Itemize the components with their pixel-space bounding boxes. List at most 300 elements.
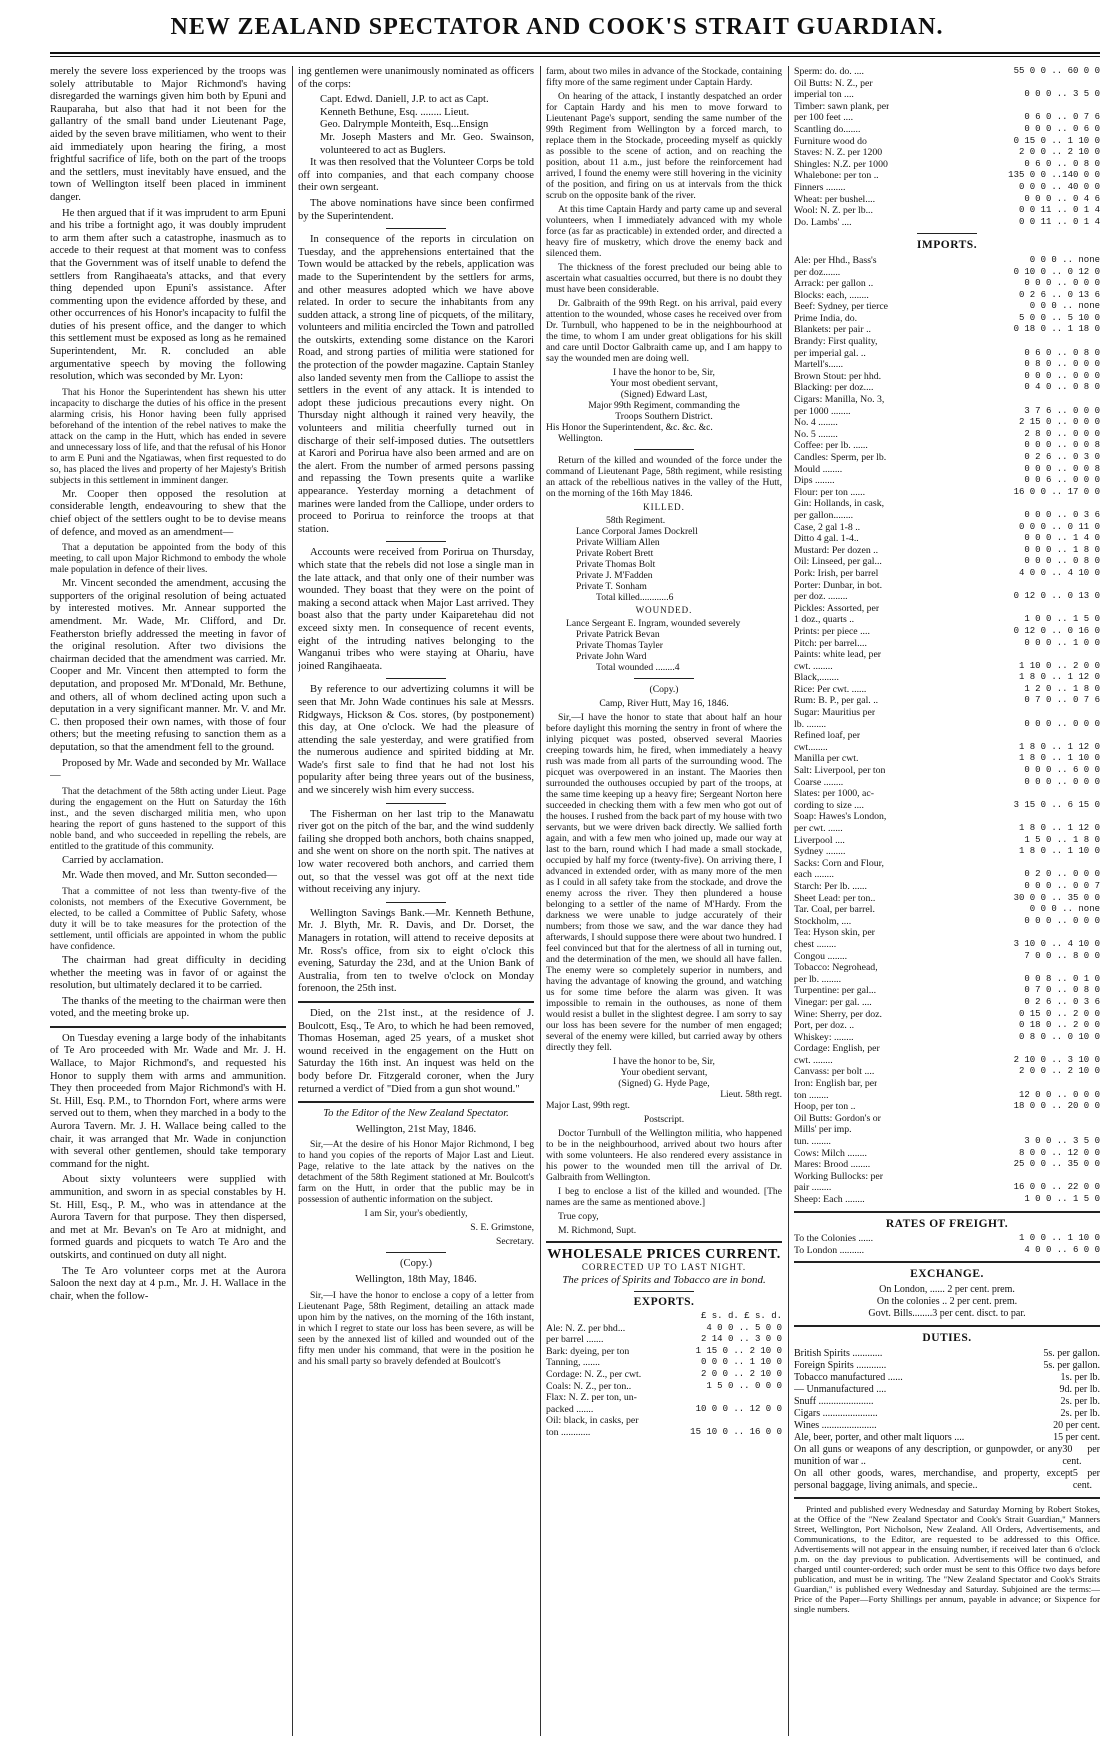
letter-close: I am Sir, your's obediently, bbox=[364, 1208, 468, 1220]
table-row bbox=[794, 101, 1100, 113]
table-row bbox=[794, 974, 1100, 986]
table-row bbox=[794, 835, 1100, 847]
column-4 bbox=[794, 66, 1100, 1736]
table-row bbox=[794, 545, 1100, 557]
table-row bbox=[794, 406, 1100, 418]
price-item: Arrack: per gallon .. bbox=[794, 278, 874, 290]
price-item: Pork: Irish, per barrel bbox=[794, 567, 879, 579]
price-item: chest ........ bbox=[794, 938, 837, 950]
price-item: per 1000 ........ bbox=[794, 405, 851, 417]
exchange-item: Govt. Bills........3 per cent. disct. to par. bbox=[868, 1307, 1026, 1319]
paragraph: The chairman had great difficulty in deciding whether the meeting was in favor of or against the resolution, but ultimately declared it to be carried. bbox=[50, 954, 286, 992]
table-row bbox=[794, 742, 1100, 754]
price-value: 0 18 0 .. 2 0 0 bbox=[1018, 1020, 1100, 1031]
prices-note: The prices of Spirits and Tobacco are in bond. bbox=[562, 1274, 766, 1286]
price-item: Rum: B. P., per gal. .. bbox=[794, 695, 879, 707]
price-item: Working Bullocks: per bbox=[794, 1170, 884, 1182]
price-item: each ........ bbox=[794, 869, 834, 881]
table-row bbox=[794, 811, 1100, 823]
price-value: 0 0 11 .. 0 1 4 bbox=[1018, 216, 1100, 227]
exchange-item: On the colonies .. 2 per cent. prem. bbox=[876, 1295, 1018, 1307]
price-item: Staves: N. Z. per 1200 bbox=[794, 147, 883, 159]
prices-subtitle: CORRECTED UP TO LAST NIGHT. bbox=[581, 1262, 747, 1272]
table-row bbox=[794, 78, 1100, 90]
list-item: Private J. M'Fadden bbox=[576, 570, 653, 581]
masthead-rule-thin bbox=[50, 56, 1100, 57]
paragraph: ing gentlemen were unanimously nominated as officers of the corps: bbox=[298, 66, 534, 90]
table-row bbox=[794, 1020, 1100, 1032]
paragraph: I beg to enclose a list of the killed and wounded. [The names are the same as mentioned above.] bbox=[546, 1186, 782, 1208]
copy-date: Wellington, 18th May, 1846. bbox=[355, 1273, 477, 1285]
paragraph: The Te Aro volunteer corps met at the Aurora Saloon the next day at 4 p.m., Mr. J. H. Wallace in the chair, when the follow- bbox=[50, 1265, 286, 1302]
price-value bbox=[1096, 649, 1100, 661]
price-value: 1 8 0 .. 1 12 0 bbox=[1018, 741, 1100, 752]
copy-date: Camp, River Hutt, May 16, 1846. bbox=[599, 698, 729, 709]
price-item: — Unmanufactured .... bbox=[794, 1383, 887, 1395]
price-item: per lb. ........ bbox=[794, 973, 842, 985]
price-item: Whalebone: per ton .. bbox=[794, 170, 879, 182]
price-item: Sheet Lead: per ton.. bbox=[794, 892, 876, 904]
table-row bbox=[794, 112, 1100, 124]
column-divider bbox=[788, 66, 789, 1736]
table-row bbox=[794, 1148, 1100, 1160]
price-value: 0 18 0 .. 1 18 0 bbox=[1013, 324, 1100, 335]
price-value: 0 0 0 .. 3 5 0 bbox=[1024, 89, 1100, 100]
price-value: 9d. per lb. bbox=[1059, 1383, 1100, 1395]
price-item: Liverpool .... bbox=[794, 834, 845, 846]
price-item: No. 4 ........ bbox=[794, 417, 838, 429]
price-item: No. 5 ........ bbox=[794, 428, 838, 440]
price-item: Coffee: per lb. ...... bbox=[794, 440, 868, 452]
section-rule bbox=[50, 1026, 286, 1028]
column-1 bbox=[50, 66, 286, 1736]
price-value bbox=[1096, 927, 1100, 939]
price-item: Cows: Milch ........ bbox=[794, 1147, 867, 1159]
price-value bbox=[1096, 1078, 1100, 1090]
price-value: 1 8 0 .. 1 12 0 bbox=[1018, 823, 1100, 833]
paragraph: On Tuesday evening a large body of the inhabitants of Te Aro proceeded with Mr. Wade and Mr. J. H. Wallace, to Major Richmond's, and requested his Honor to supply them with arms and ammunition. They then proceeded from Major Richmond's with H. St. Hill, Esq. P.M., to Thorndon Fort, where arms were served out to them, when they marched in a body to the Aurora Tavern. Mr. J. H. Wallace being called to the chair, it was arranged that Mr. Wade in conjunction with several other gentlemen, should take temporary command for the night. bbox=[50, 1032, 286, 1170]
currency-header bbox=[546, 1311, 782, 1323]
price-item: Pitch: per barrel.... bbox=[794, 637, 867, 649]
table-row bbox=[794, 417, 1100, 429]
price-value: 0 0 0 .. 40 0 0 bbox=[1018, 181, 1100, 192]
price-item: Martell's...... bbox=[794, 359, 844, 371]
price-item: Prime India, do. bbox=[794, 312, 858, 324]
price-item: Congou ........ bbox=[794, 950, 848, 962]
copy-body: Sir,—I have the honor to enclose a copy of a letter from Lieutenant Page, 58th Regiment, detailing an attack made upon him by the natives, on the morning of the 16th instant, in which I regret to state our loss has been severe, as will be seen by the annexed list of killed and wounded out of the fifty men under his command, that were in the position he and his small party so bravely defended at Boulcott's bbox=[298, 1289, 534, 1367]
separator bbox=[386, 541, 446, 542]
price-item: Wine: Sherry, per doz. bbox=[794, 1008, 882, 1020]
price-item: Slates: per 1000, ac- bbox=[794, 788, 874, 800]
price-item: per 100 feet .... bbox=[794, 112, 854, 124]
paragraph: The thickness of the forest precluded our being able to ascertain what casualties occurred, but there is no doubt they must have been considerable. bbox=[546, 262, 782, 295]
price-value bbox=[1096, 1171, 1100, 1183]
table-row bbox=[794, 753, 1100, 765]
price-value: 0 0 0 .. 0 11 0 bbox=[1018, 521, 1100, 532]
table-row bbox=[794, 580, 1100, 592]
postscript-heading: Postscript. bbox=[643, 1114, 685, 1125]
price-item: per doz. ........ bbox=[794, 591, 848, 603]
price-value bbox=[1096, 962, 1100, 974]
signature-line: I have the honor to be, Sir, bbox=[613, 367, 715, 378]
price-item: Furniture wood do bbox=[794, 135, 867, 147]
price-value: 0 0 0 .. 6 0 0 bbox=[1024, 765, 1100, 776]
price-item: Gin: Hollands, in cask, bbox=[794, 498, 885, 510]
table-row bbox=[794, 777, 1100, 789]
price-value: 3 0 0 .. 3 5 0 bbox=[1024, 1136, 1100, 1147]
table-row bbox=[794, 464, 1100, 476]
price-item: Ale: N. Z. per bhd... bbox=[546, 1322, 626, 1334]
price-value: 0 7 0 .. 0 8 0 bbox=[1024, 985, 1100, 996]
price-item: Oil Butts: Gordon's or bbox=[794, 1112, 881, 1124]
signature-line: Your most obedient servant, bbox=[610, 378, 718, 389]
table-row bbox=[794, 533, 1100, 545]
table-row bbox=[794, 394, 1100, 406]
officers-list bbox=[298, 94, 534, 157]
paragraph: Mr. Vincent seconded the amendment, accusing the supporters of the original resolution of being actuated by interested motives. Mr. Annear supported the amendment. Mr. Wade, Mr. Clifford, and Dr. Featherston briefly addressed the meeting in favor of the original resolution. After two divisions the chairman decided that the amendment was carried. Mr. Cooper and Mr. Vincent then attempted to form the deputation, and proposed Mr. M'Donald, Mr. Bethune, and others, all of whom declined acting upon such a deputation in a very significant manner. Mr. V. and Mr. C. then proposed their own names, with those of four others; but the meeting refusing to sanction them as a deputation, so that the amendment fell to the ground. bbox=[50, 578, 286, 753]
resolution: That a committee of not less than twenty-five of the colonists, not members of the Executive Government, be elected, to be called a Committee of Public Safety, whose duty it will be to take measures for the protection of the settlement, until officials are appointed in whom the public have confidence. bbox=[50, 885, 286, 952]
section-rule bbox=[794, 1325, 1100, 1327]
price-item: ton ............ bbox=[546, 1426, 591, 1438]
exports-list bbox=[546, 1323, 782, 1439]
price-value: 0 0 0 .. 1 10 0 bbox=[700, 1357, 782, 1368]
table-row bbox=[546, 1369, 782, 1381]
price-value: 0 4 0 .. 0 8 0 bbox=[1024, 382, 1100, 393]
price-value: 30 0 0 .. 35 0 0 bbox=[1013, 892, 1100, 903]
price-item: Tobacco: Negrohead, bbox=[794, 962, 878, 974]
paragraph: The above nominations have since been confirmed by the Superintendent. bbox=[298, 197, 534, 222]
price-value: 0 0 0 .. 1 4 0 bbox=[1024, 533, 1100, 544]
freight-list bbox=[794, 1233, 1100, 1256]
price-value: 1 15 0 .. 2 10 0 bbox=[695, 1345, 782, 1356]
separator bbox=[386, 678, 446, 679]
table-row bbox=[794, 159, 1100, 171]
signature-block bbox=[546, 1056, 782, 1100]
price-value: 1 5 0 .. 1 8 0 bbox=[1024, 834, 1100, 845]
price-item: Candles: Sperm, per lb. bbox=[794, 452, 887, 463]
paragraph: Return of the killed and wounded of the force under the command of Lieutenant Page, 58th regiment, while resisting an attack of the rebellious natives in the valley of the Hutt, on the morning of the 16th May 1846. bbox=[546, 455, 782, 499]
price-value bbox=[1096, 394, 1100, 406]
price-item: Oil Butts: N. Z., per bbox=[794, 77, 873, 89]
paragraph: Sir,—I have the honor to state that about half an hour before daylight this morning the sentry in front of where the inlying picquet was posted, observed several Maories creeping towards him, he fired, when immediately a heavy rush was made from all parts of the surrounding wood. The picquet was overpowered in an instant. The Maories then surrounded the outhouses occupied by part of the troops, at the same time keeping up a heavy fire; Sergeant Norton here succeeded in checking them with a few men who got out of the houses. I rushed from the back part of my house with two servants, but we were driven back directly. We sallied forth again, and with a few men who joined up, made our way at last to the barn, round which I had made a small stockade, occupied by half my force (twenty-five). On arriving there, I advanced in extended order, with as many more of the men as I could in all safety take from the stockade, and drove the enemy across the river. They then plundered a house belonging to a settler of the name of M'Hardy. From the darkness we were unable to judge accurately of their numbers; from those we saw, and the war dance they had afterwards, I should suppose there were about two hundred. I feel convinced but that for the alertness of all in turning out, and the determination of the men, we should all have fallen. The enemy were so completely superior in numbers, and having the advantage of knowing the ground, and watching us for some time before the alarm was given. It was impossible to remain in the outhouses, as none of them would resist a bullet in the slightest degree. I am sorry to say our loss has been severe for the number of men engaged; several of the enemy were killed, but carried away by others directly they fell. bbox=[546, 712, 782, 1053]
price-value: 0 8 0 .. 0 0 0 bbox=[1024, 359, 1100, 370]
separator bbox=[917, 233, 977, 234]
table-row bbox=[794, 568, 1100, 580]
price-value: 0 6 0 .. 0 7 6 bbox=[1024, 112, 1100, 123]
resolution: That a deputation be appointed from the body of this meeting, to call upon Major Richmond to embody the whole male population in defence of their lives. bbox=[50, 542, 286, 576]
price-value: 0 0 0 .. 0 6 0 bbox=[1024, 123, 1100, 134]
price-value: 0 0 8 .. 0 1 0 bbox=[1024, 973, 1100, 984]
duty-row bbox=[794, 1420, 1100, 1432]
price-item: Prints: per piece .... bbox=[794, 625, 870, 637]
price-value: 0 0 6 .. 0 0 0 bbox=[1024, 475, 1100, 486]
table-row bbox=[794, 1136, 1100, 1148]
masthead-rule bbox=[50, 52, 1100, 54]
price-value bbox=[778, 1392, 782, 1404]
section-rule bbox=[794, 1497, 1100, 1499]
table-row bbox=[794, 730, 1100, 742]
paragraph: In consequence of the reports in circulation on Tuesday, and the apprehensions entertained that the Town would be attacked by the rebels, application was made to the Superintendent by the settlers for arms, and other measures adopted which we have above related. In order to secure the inhabitants from any sudden attack, a strong line of picquets, of the military, volunteers and militia encircled the Town and patrolled the outskirts, extending some distance on the Karori Road, and strong parties of militia were stationed for the protection of the powder magazine. Captain Stanley also landed seventy men from the Calliope to assist the settlers in the event of any attack. It is intended to adopt these judicious precautions every night. On Thursday night although it rained very heavily, the volunteers and militia cheerfully turned out in discharge of their self-imposed duties. The outsettlers at Karori and Porirua have also been armed and are on the alert. From the number of armed persons passing and repassing the Town presents quite a warlike appearance. Yesterday morning a detachment of marines were landed from the Calliope, under orders to proceed to Porirua to reinforce the troops at that station. bbox=[298, 234, 534, 535]
masthead bbox=[0, 14, 1114, 54]
table-row bbox=[794, 1233, 1100, 1245]
price-value: 2 8 0 .. 0 0 0 bbox=[1024, 428, 1100, 439]
price-value: 10 0 0 .. 12 0 0 bbox=[695, 1403, 782, 1414]
price-item: Mares: Brood ........ bbox=[794, 1159, 871, 1171]
price-value bbox=[1096, 603, 1100, 615]
signature-block bbox=[546, 367, 782, 444]
table-row bbox=[794, 1124, 1100, 1136]
price-item: Brandy: First quality, bbox=[794, 336, 878, 348]
table-row bbox=[794, 626, 1100, 638]
paragraph: The thanks of the meeting to the chairman were then voted, and the meeting broke up. bbox=[50, 995, 286, 1020]
table-row bbox=[546, 1381, 782, 1393]
column-divider bbox=[540, 66, 541, 1736]
list-item: Private Thomas Tayler bbox=[576, 640, 663, 651]
signature-line: (Signed) G. Hyde Page, bbox=[618, 1078, 710, 1089]
price-item: Refined loaf, per bbox=[794, 730, 861, 742]
list-item: Private Patrick Bevan bbox=[576, 629, 660, 640]
list-item: Private Robert Brett bbox=[576, 548, 654, 559]
price-item: Snuff ...................... bbox=[794, 1395, 874, 1407]
price-value: 1 8 0 .. 1 10 0 bbox=[1018, 753, 1100, 764]
letter-heading: To the Editor of the New Zealand Spectator. bbox=[323, 1108, 509, 1120]
price-value: 5 0 0 .. 5 10 0 bbox=[1018, 312, 1100, 323]
table-row bbox=[794, 1245, 1100, 1257]
section-rule bbox=[794, 1211, 1100, 1213]
column-2 bbox=[298, 66, 534, 1736]
signature-line: Troops Southern District. bbox=[615, 411, 713, 422]
price-value: 15 per cent. bbox=[1053, 1431, 1100, 1443]
list-item: Geo. Dalrymple Monteith, Esq...Ensign bbox=[320, 119, 489, 131]
exchange-list bbox=[794, 1284, 1100, 1320]
price-value: 0 0 0 .. 0 0 0 bbox=[1024, 776, 1100, 787]
price-item: Flour: per ton ...... bbox=[794, 486, 866, 498]
paragraph: Carried by acclamation. bbox=[62, 854, 164, 866]
paragraph: farm, about two miles in advance of the Stockade, containing fifty more of the same regiment under Captain Hardy. bbox=[546, 66, 782, 88]
price-item: cwt. ........ bbox=[794, 1054, 833, 1066]
signature-line: I have the honor to be, Sir, bbox=[613, 1056, 715, 1067]
price-value: 16 0 0 .. 22 0 0 bbox=[1013, 1182, 1100, 1193]
table-row bbox=[794, 823, 1100, 835]
table-row bbox=[794, 475, 1100, 487]
column-3 bbox=[546, 66, 782, 1736]
price-item: Manilla per cwt. bbox=[794, 753, 859, 765]
price-item: On all guns or weapons of any description, or gunpowder, or any munition of war .. bbox=[794, 1443, 1063, 1467]
price-item: Wool: N. Z. per lb... bbox=[794, 205, 873, 217]
price-value: 1 10 0 .. 2 0 0 bbox=[1018, 660, 1100, 671]
price-value: 0 0 0 .. none bbox=[1029, 301, 1100, 312]
price-value bbox=[778, 1415, 782, 1427]
imports-list bbox=[794, 255, 1100, 1206]
price-item: Stockholm, .... bbox=[794, 915, 852, 927]
table-row bbox=[794, 510, 1100, 522]
list-item: Private William Allen bbox=[576, 537, 660, 548]
price-item: Brown Stout: per hhd. bbox=[794, 370, 882, 382]
list-item: Private John Ward bbox=[576, 651, 647, 662]
price-value bbox=[1096, 78, 1100, 90]
table-row bbox=[794, 904, 1100, 916]
price-value: 0 2 6 .. 0 13 6 bbox=[1018, 289, 1100, 300]
table-row bbox=[794, 440, 1100, 452]
table-row bbox=[794, 800, 1100, 812]
price-item: 1 doz., quarts .. bbox=[794, 614, 855, 626]
table-row bbox=[794, 487, 1100, 499]
list-item: Lance Sergeant E. Ingram, wounded severely bbox=[566, 618, 741, 629]
price-item: Coals: N. Z., per ton.. bbox=[546, 1380, 632, 1392]
price-item: Mustard: Per dozen .. bbox=[794, 544, 879, 556]
duty-row bbox=[794, 1372, 1100, 1384]
paragraph: Mr. Cooper then opposed the resolution at considerable length, endeavouring to shew that the chief object of the settlers ought to be to devise means of defence, and moved as an amendment— bbox=[50, 488, 286, 538]
price-value: 7 0 0 .. 8 0 0 bbox=[1024, 950, 1100, 961]
price-value: 0 0 0 .. 0 8 0 bbox=[1024, 556, 1100, 567]
price-value: 0 8 0 .. 0 10 0 bbox=[1018, 1031, 1100, 1042]
table-row bbox=[794, 939, 1100, 951]
price-value bbox=[1096, 811, 1100, 823]
table-row bbox=[794, 290, 1100, 302]
price-value bbox=[1096, 580, 1100, 592]
paragraph: About sixty volunteers were supplied with ammunition, and sworn in as special constables by H. St. Hill, Esq., P. M., who was in attendance at the Aurora Tavern for that purpose. They then dispersed, and met at Mr. Bevan's on Te Aro at midnight, and formed guards and picquets to watch Te Aro and the outskirts, and continued on duty all night. bbox=[50, 1174, 286, 1261]
price-value: 0 10 0 .. 0 12 0 bbox=[1013, 266, 1100, 277]
table-row bbox=[794, 324, 1100, 336]
price-item: Beef: Sydney, per tierce bbox=[794, 301, 889, 313]
paragraph: Died, on the 21st inst., at the residence of J. Boulcott, Esq., Te Aro, to which he had been removed, Thomas Hoseman, aged 25 years, of a musket shot wound received in the engagement on the Hutt on Saturday the 16th inst. An inquest was held on the body before Dr. Fitzgerald coroner, when the Jury returned a verdict of "Died from a gun shot wound." bbox=[298, 1007, 534, 1095]
price-item: Foreign Spirits ............ bbox=[794, 1359, 887, 1371]
table-row bbox=[546, 1357, 782, 1369]
duties-list bbox=[794, 1348, 1100, 1492]
section-rule bbox=[794, 1261, 1100, 1263]
price-item: Tar. Coal, per barrel. bbox=[794, 904, 875, 916]
price-item: Starch: Per lb. ...... bbox=[794, 880, 867, 892]
table-row bbox=[794, 916, 1100, 928]
price-value: 2 0 0 .. 2 10 0 bbox=[700, 1368, 782, 1379]
price-value bbox=[1096, 707, 1100, 719]
price-value: 135 0 0 ..140 0 0 bbox=[1008, 170, 1100, 181]
table-row bbox=[546, 1346, 782, 1358]
price-item: Sheep: Each ........ bbox=[794, 1194, 865, 1205]
paragraph: merely the severe loss experienced by the troops was solely attributable to Major Richmond's having disregarded the warnings given him both by Epuni and Rauparaha, but also that had it not been for the gallantry of the small band under Lieutenant Page, aided by the seven brave militiamen, who went to their aid immediately upon hearing the firing, a most frightful sacrifice of life, both on the part of the troops and the settlers, must inevitably have ensued, and the town of Wellington itself been placed in imminent danger. bbox=[50, 66, 286, 203]
price-item: Case, 2 gal 1-8 .. bbox=[794, 521, 861, 533]
price-item: To the Colonies ...... bbox=[794, 1233, 874, 1245]
price-item: imperial ton .... bbox=[794, 89, 854, 101]
table-row bbox=[794, 498, 1100, 510]
price-item: Cordage: N. Z., per cwt. bbox=[546, 1368, 642, 1380]
price-item: Sugar: Mauritius per bbox=[794, 707, 876, 719]
price-value: 2 10 0 .. 3 10 0 bbox=[1013, 1054, 1100, 1065]
table-row bbox=[794, 313, 1100, 325]
price-item: Coarse ........ bbox=[794, 776, 844, 788]
price-value: 20 per cent. bbox=[1053, 1419, 1100, 1431]
table-row bbox=[794, 927, 1100, 939]
table-row bbox=[794, 66, 1100, 78]
duty-row bbox=[794, 1408, 1100, 1420]
table-row bbox=[794, 255, 1100, 267]
table-row bbox=[794, 997, 1100, 1009]
list-item: Private Thomas Bolt bbox=[576, 559, 656, 570]
price-value: 0 15 0 .. 2 0 0 bbox=[1018, 1008, 1100, 1019]
table-row bbox=[794, 765, 1100, 777]
duty-row bbox=[794, 1360, 1100, 1372]
list-item: Total wounded ........4 bbox=[596, 662, 680, 673]
wounded-list bbox=[546, 618, 782, 673]
price-item: Blocks: each, ........ bbox=[794, 289, 869, 301]
price-item: Wheat: per bushel.... bbox=[794, 193, 876, 205]
price-item: Tobacco manufactured ...... bbox=[794, 1371, 903, 1383]
price-value: 2 0 0 .. 2 10 0 bbox=[1018, 1066, 1100, 1077]
price-item: Scantling do....... bbox=[794, 123, 861, 135]
price-value: 0 0 0 .. 0 0 0 bbox=[1024, 915, 1100, 926]
duty-row bbox=[794, 1348, 1100, 1360]
table-row bbox=[794, 382, 1100, 394]
paragraph: Dr. Galbraith of the 99th Regt. on his arrival, paid every attention to the wounded, whose cases he received over from Dr. Turnbull, who happened to be in the neighbourhood at the time, to whom I am under great obligations for his skill and care until Doctor Galbraith came up, and I am happy to say the wounded men are doing well. bbox=[546, 298, 782, 364]
separator bbox=[634, 449, 694, 450]
signature-line: Your obedient servant, bbox=[620, 1067, 708, 1078]
price-item: per doz....... bbox=[794, 266, 841, 278]
price-value: 25 0 0 .. 35 0 0 bbox=[1013, 1159, 1100, 1170]
price-item: Pickles: Assorted, per bbox=[794, 602, 880, 614]
exports-list-continued bbox=[794, 66, 1100, 228]
price-item: per gallon........ bbox=[794, 509, 854, 521]
table-row bbox=[794, 147, 1100, 159]
price-value: 0 12 0 .. 0 13 0 bbox=[1013, 591, 1100, 602]
table-row bbox=[794, 614, 1100, 626]
section-rule bbox=[298, 1001, 534, 1003]
price-value: 18 0 0 .. 20 0 0 bbox=[1013, 1101, 1100, 1112]
price-item: cwt. ........ bbox=[794, 660, 833, 672]
table-row bbox=[794, 124, 1100, 136]
imports-heading: IMPORTS. bbox=[916, 239, 978, 252]
price-item: Mills' per imp. bbox=[794, 1124, 852, 1136]
table-row bbox=[794, 267, 1100, 279]
price-item: Black,........ bbox=[794, 672, 839, 684]
section-rule bbox=[546, 1241, 782, 1243]
price-item: Whiskey: ........ bbox=[794, 1031, 854, 1043]
table-row bbox=[794, 1032, 1100, 1044]
paragraph: Proposed by Mr. Wade and seconded by Mr. Wallace— bbox=[50, 757, 286, 782]
price-value: 0 0 0 .. none bbox=[1029, 254, 1100, 265]
price-item: Ale, beer, porter, and other malt liquors .... bbox=[794, 1431, 965, 1443]
copy-label: (Copy.) bbox=[649, 684, 679, 695]
price-item: Dips ........ bbox=[794, 475, 835, 487]
paragraph: He then argued that if it was imprudent to arm Epuni and his tribe a fortnight ago, it was doubly imprudent to arm them after such a catastrophe, inasmuch as to accede to their request at that moment was to confess that the Government was of itself unable to defend the settlers from Rangihaeata's attacks, and that every thing depended upon Epuni's assistance. After commenting upon the evidence afforded by these, and other occurrences of his Honor's incapacity to fulfil the duties of his present office, and the danger to which this settlement must be exposed as long as he remained Superintendent, Mr. R. concluded an able argumentative speech by moving the following resolution, which was seconded by Mr. Lyon: bbox=[50, 207, 286, 383]
price-item: Iron: English bar, per bbox=[794, 1078, 878, 1090]
price-value: 1 0 0 .. 1 5 0 bbox=[1024, 1194, 1100, 1204]
price-item: Sacks: Corn and Flour, bbox=[794, 857, 884, 869]
table-row bbox=[794, 452, 1100, 464]
table-row bbox=[546, 1334, 782, 1346]
price-value: 0 2 0 .. 0 0 0 bbox=[1024, 869, 1100, 880]
separator bbox=[634, 678, 694, 679]
table-row bbox=[794, 348, 1100, 360]
paragraph: On hearing of the attack, I instantly despatched an order for Captain Hardy and his men to move forward to Lieutenant Page's support, sending the same number of the 99th Regiment from Wellington by a forced march, to replace them in the Stockade, proceeding myself as quickly as possible to the scene of action, and on reaching the position, about 11 a.m., just before the reinforcement had arrived, I found the enemy were still hovering in the vicinity of the position, and firing on us at intervals from the thick scrub on the opposite bank of the river. bbox=[546, 91, 782, 201]
price-value: 0 12 0 .. 0 16 0 bbox=[1013, 625, 1100, 636]
table-row bbox=[794, 301, 1100, 313]
price-item: Finners ........ bbox=[794, 181, 846, 193]
true-copy: True copy, bbox=[558, 1211, 599, 1222]
separator bbox=[386, 228, 446, 229]
signature-line: (Signed) Edward Last, bbox=[620, 389, 708, 400]
price-value: 2s. per lb. bbox=[1060, 1407, 1100, 1419]
signature-line: His Honor the Superintendent, &c. &c. &c. bbox=[546, 422, 713, 433]
paragraph: The Fisherman on her last trip to the Manawatu river got on the pitch of the bar, and the wind suddenly failing she dropped both anchors, both chains snapped, and she went on shore on the north spit. The natives at low water recovered both anchors, and carried them out, so that the vessel was got off at the next tide without receiving any injury. bbox=[298, 808, 534, 896]
price-value: 12 0 0 .. 0 0 0 bbox=[1018, 1089, 1100, 1100]
table-row bbox=[546, 1404, 782, 1416]
price-item: per cwt. ...... bbox=[794, 823, 843, 834]
price-value: 5s. per gallon. bbox=[1043, 1359, 1100, 1371]
letter-date: Wellington, 21st May, 1846. bbox=[355, 1123, 477, 1135]
price-value: 16 0 0 .. 17 0 0 bbox=[1013, 486, 1100, 497]
signature-line: Lieut. 58th regt. bbox=[720, 1089, 782, 1100]
table-row bbox=[794, 1182, 1100, 1194]
